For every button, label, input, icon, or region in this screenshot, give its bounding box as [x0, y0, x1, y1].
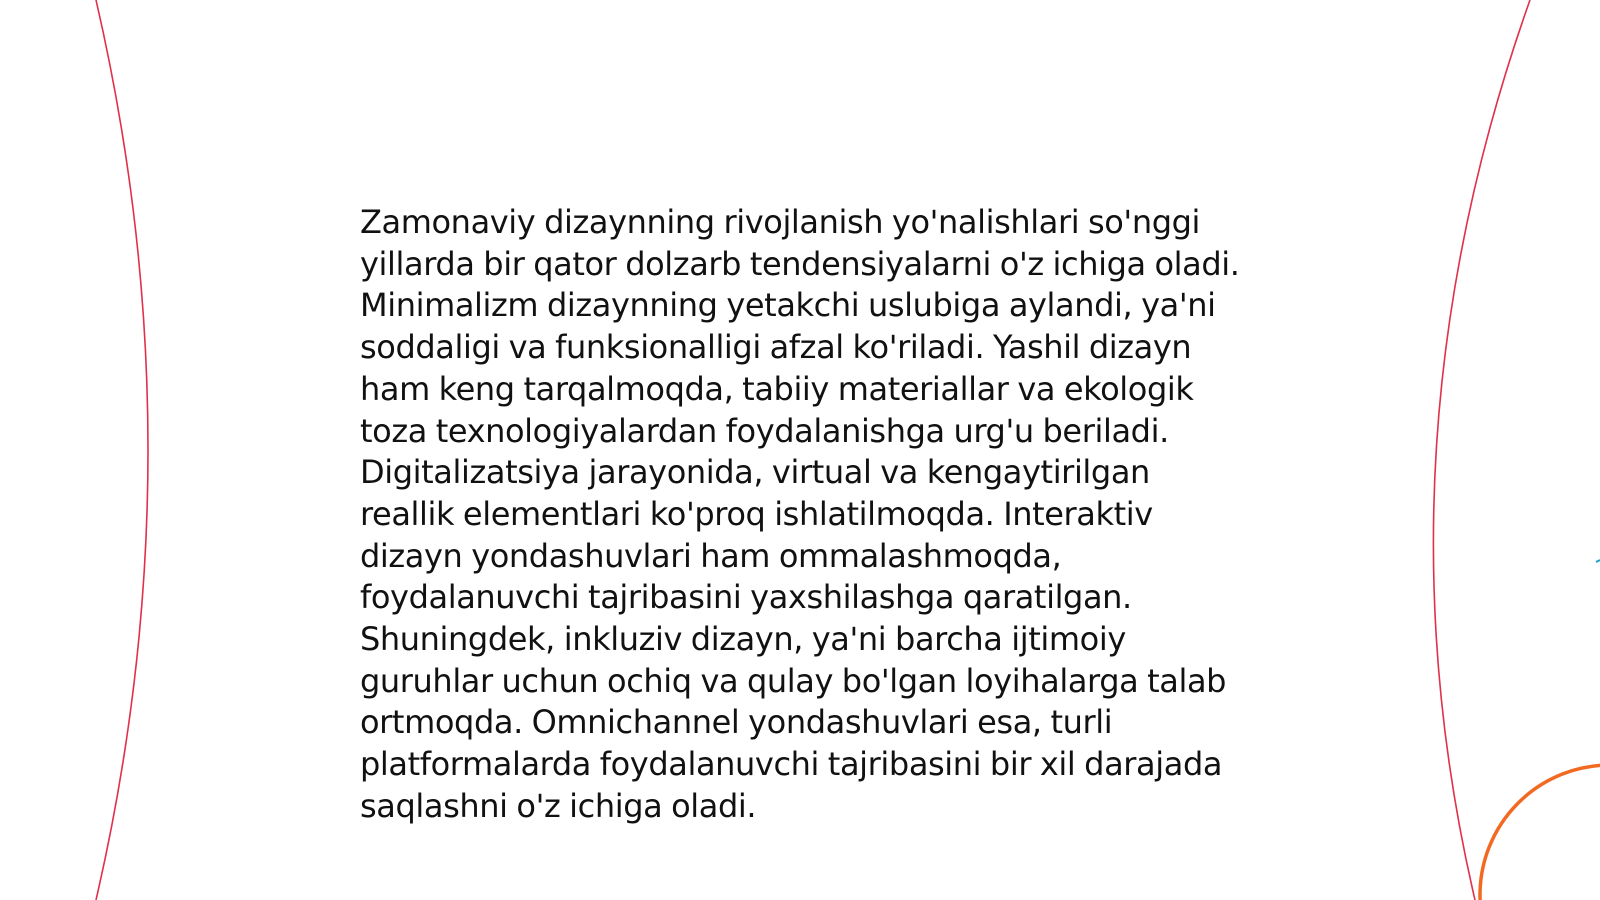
teal-accent-mark	[1596, 560, 1600, 562]
body-paragraph: Zamonaviy dizaynning rivojlanish yo'nalishlari so'nggi yillarda bir qator dolzarb tendensiyalarni o'z ichiga oladi. Minimalizm dizaynning yetakchi uslubiga aylandi, ya'ni soddaligi va funksionalligi afzal ko'riladi. Yashil dizayn ham keng tarqalmoqda, tabiiy materiallar va ekologik toza texnologiyalardan foydalanishga urg'u beriladi. Digitalizatsiya jarayonida, virtual va kengaytirilgan reallik elementlari ko'proq ishlatilmoqda. Interaktiv dizayn yondashuvlari ham ommalashmoqda, foydalanuvchi tajribasini yaxshilashga qaratilgan. Shuningdek, inkluziv dizayn, ya'ni barcha ijtimoiy guruhlar uchun ochiq va qulay bo'lgan loyihalarga talab ortmoqda. Omnichannel yondashuvlari esa, turli platformalarda foydalanuvchi tajribasini bir xil darajada saqlashni o'z ichiga oladi.	[360, 203, 1240, 825]
left-arc	[96, 0, 148, 900]
orange-circle-arc	[1480, 765, 1600, 900]
right-arc	[1433, 0, 1530, 900]
